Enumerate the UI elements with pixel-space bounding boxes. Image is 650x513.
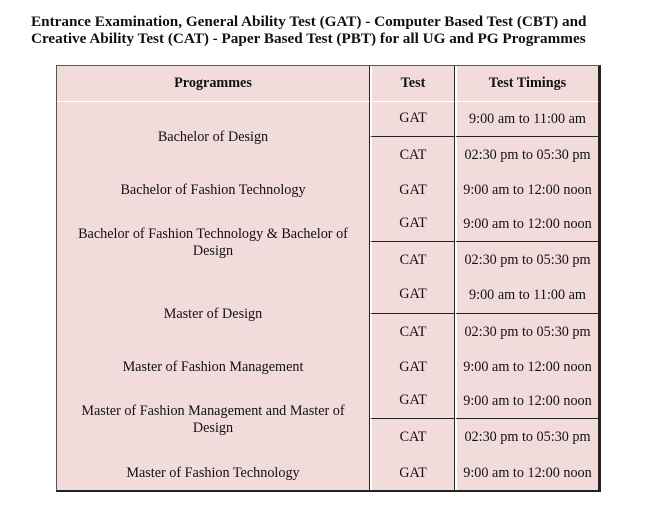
timing-cell: 02:30 pm to 05:30 pm [455,419,599,456]
test-cell: CAT [370,242,455,278]
table-row [57,456,599,490]
header-test: Test [370,66,455,102]
timing-cell: 9:00 am to 12:00 noon [455,173,599,207]
test-cell: GAT [370,456,455,490]
test-cell: CAT [370,137,455,173]
table-row [57,384,599,419]
programme-cell: Master of Fashion Management [57,350,370,384]
timing-cell: 02:30 pm to 05:30 pm [455,314,599,350]
timing-cell: 9:00 am to 11:00 am [455,278,599,314]
test-cell: GAT [370,350,455,384]
timing-cell: 9:00 am to 12:00 noon [455,207,599,242]
test-cell: GAT [370,384,455,419]
programme-cell: Master of Fashion Management and Master of Design [57,384,370,456]
timing-cell: 02:30 pm to 05:30 pm [455,242,599,278]
timing-cell: 9:00 am to 12:00 noon [455,456,599,490]
timing-cell: 9:00 am to 12:00 noon [455,384,599,419]
test-cell: GAT [370,102,455,137]
test-cell: GAT [370,173,455,207]
programme-cell: Bachelor of Fashion Technology [57,173,370,207]
test-cell: CAT [370,419,455,456]
programme-cell: Bachelor of Design [57,102,370,173]
timing-cell: 9:00 am to 11:00 am [455,102,599,137]
test-cell: GAT [370,207,455,242]
timing-cell: 02:30 pm to 05:30 pm [455,137,599,173]
table-row [57,207,599,242]
programme-cell: Master of Design [57,278,370,350]
exam-schedule-table [56,65,601,492]
programme-cell: Bachelor of Fashion Technology & Bachelor of Design [57,207,370,278]
timing-cell: 9:00 am to 12:00 noon [455,350,599,384]
programme-cell: Master of Fashion Technology [57,456,370,490]
test-cell: CAT [370,314,455,350]
table-row [57,278,599,314]
table-row [57,102,599,137]
header-test-timings: Test Timings [455,66,599,102]
test-cell: GAT [370,278,455,314]
table-row [57,173,599,207]
header-programmes: Programmes [57,66,370,102]
page-heading: Entrance Examination, General Ability Test (GAT) - Computer Based Test (CBT) and Creative Ability Test (CAT) - Paper Based Test (PBT) for all UG and PG Programmes [31,13,587,47]
table-row [57,350,599,384]
table-header-row [57,66,599,102]
